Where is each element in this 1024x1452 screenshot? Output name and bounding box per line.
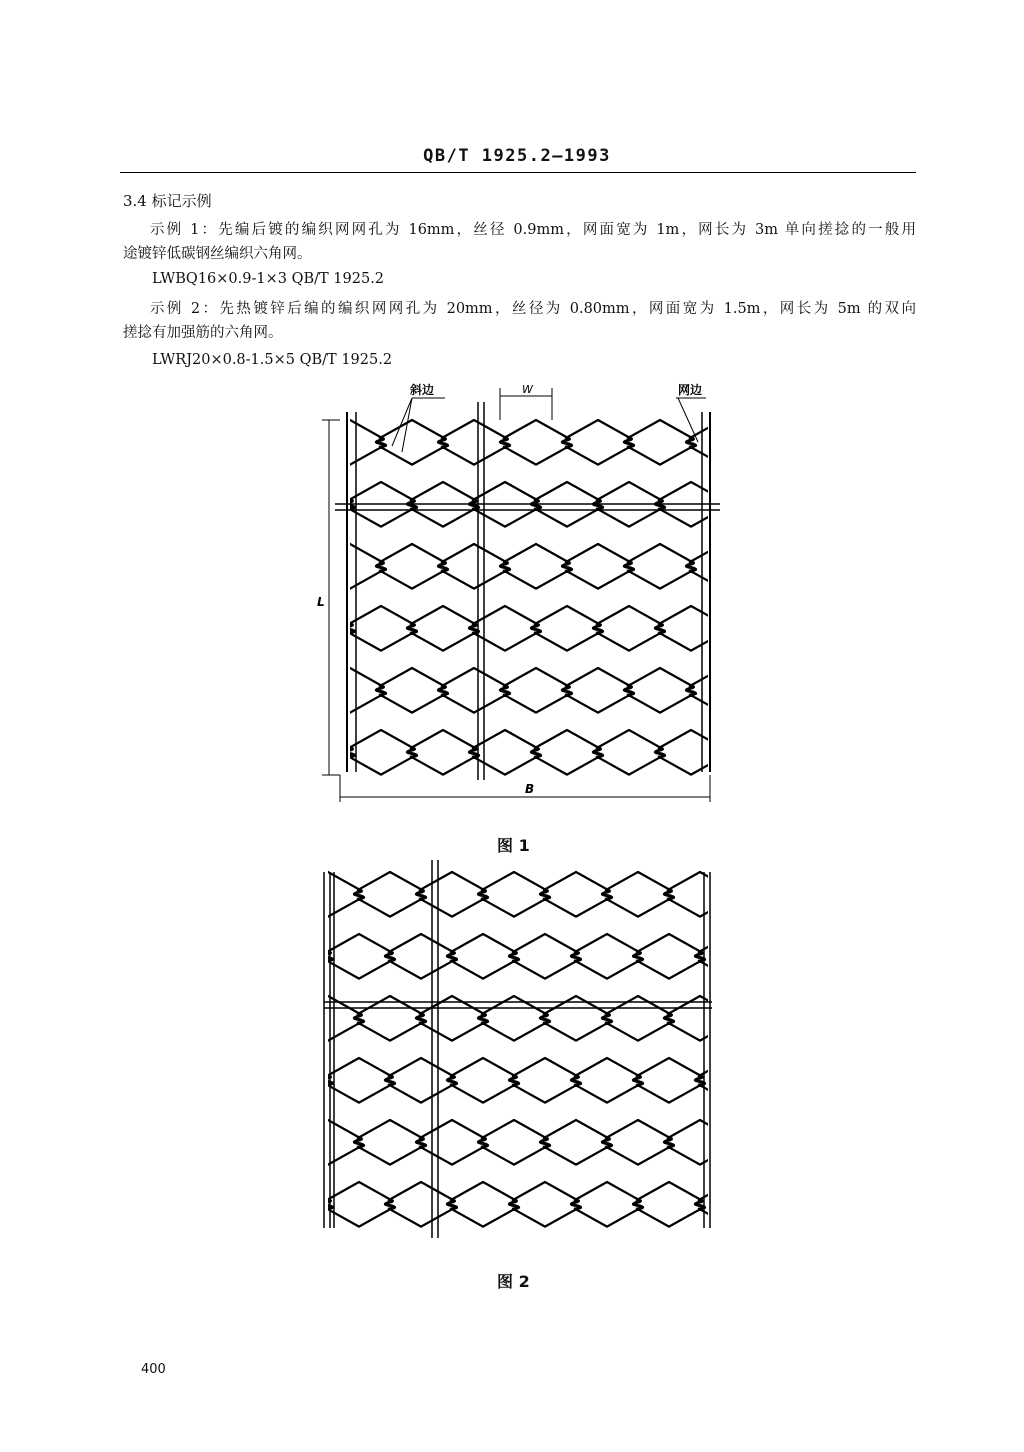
fig1-mesh-edge-label: 网边: [678, 383, 703, 397]
mesh-twist-joint: [416, 889, 425, 899]
mesh-twist-joint: [354, 1013, 363, 1023]
mesh-twist-joint: [633, 1199, 642, 1209]
mesh-twist-joint: [500, 561, 509, 571]
figure2-hexagonal-mesh-diagram: [300, 860, 730, 1260]
mesh-twist-joint: [438, 685, 447, 695]
fig1-bevel-edge-label: 斜边: [410, 383, 435, 397]
mesh-twist-joint: [438, 561, 447, 571]
mesh-twist-joint: [562, 437, 571, 447]
mesh-twist-joint: [385, 1199, 394, 1209]
mesh-twist-joint: [562, 685, 571, 695]
mesh-twist-joint: [602, 1137, 611, 1147]
mesh-twist-joint: [469, 747, 478, 757]
mesh-twist-joint: [655, 623, 664, 633]
mesh-wire-path: [300, 872, 730, 1227]
mesh-twist-joint: [562, 561, 571, 571]
mesh-twist-joint: [664, 1137, 673, 1147]
mesh-twist-joint: [376, 685, 385, 695]
mesh-twist-joint: [509, 1199, 518, 1209]
example1-text-line2: 途镀锌低碳钢丝编织六角网。: [123, 246, 312, 262]
figure1-caption: 图 1: [497, 836, 530, 855]
fig1-width-label: W: [522, 383, 533, 396]
section-heading: 3.4 标记示例: [123, 192, 212, 210]
mesh-twist-joint: [602, 889, 611, 899]
page-number: 400: [141, 1362, 166, 1377]
mesh-twist-joint: [695, 1199, 704, 1209]
mesh-twist-joint: [416, 1137, 425, 1147]
mesh-twist-joint: [407, 747, 416, 757]
mesh-twist-joint: [593, 747, 602, 757]
mesh-twist-joint: [593, 623, 602, 633]
mesh-twist-joint: [323, 1075, 332, 1085]
mesh-twist-joint: [500, 437, 509, 447]
mesh-twist-joint: [633, 951, 642, 961]
mesh-twist-joint: [686, 561, 695, 571]
mesh-twist-joint: [633, 1075, 642, 1085]
mesh-twist-joint: [571, 1075, 580, 1085]
mesh-twist-joint: [664, 1013, 673, 1023]
mesh-twist-joint: [571, 951, 580, 961]
example1-code: LWBQ16×0.9-1×3 QB/T 1925.2: [152, 271, 385, 287]
header-rule: [120, 172, 916, 173]
mesh-twist-joint: [602, 1013, 611, 1023]
mesh-twist-joint: [624, 685, 633, 695]
example2-text-line1: 示例 2：先热镀锌后编的编织网网孔为 20mm，丝径为 0.80mm，网面宽为 1.5m，网长为 5m 的双向: [150, 301, 916, 317]
mesh-twist-joint: [447, 951, 456, 961]
mesh-twist-joint: [624, 561, 633, 571]
mesh-twist-joint: [376, 437, 385, 447]
mesh-twist-joint: [407, 623, 416, 633]
example1-text-line1: 示例 1：先编后镀的编织网网孔为 16mm，丝径 0.9mm，网面宽为 1m，网长为 3m 单向搓捻的一般用: [150, 222, 916, 238]
mesh-twist-joint: [509, 1075, 518, 1085]
mesh-twist-joint: [385, 1075, 394, 1085]
figure2-mesh: [300, 872, 730, 1227]
mesh-twist-joint: [664, 889, 673, 899]
mesh-twist-joint: [531, 623, 540, 633]
standard-number-header: QB/T 1925.2—1993: [423, 146, 611, 166]
mesh-twist-joint: [478, 1013, 487, 1023]
example2-text-line2: 搓捻有加强筋的六角网。: [123, 325, 283, 341]
figure1-mesh: [300, 420, 740, 775]
mesh-twist-joint: [323, 1199, 332, 1209]
mesh-twist-joint: [655, 747, 664, 757]
mesh-twist-joint: [500, 685, 509, 695]
mesh-twist-joint: [354, 1137, 363, 1147]
mesh-twist-joint: [509, 951, 518, 961]
mesh-twist-joint: [695, 1075, 704, 1085]
mesh-twist-joint: [323, 951, 332, 961]
mesh-twist-joint: [447, 1075, 456, 1085]
mesh-twist-joint: [531, 747, 540, 757]
fig1-breadth-label: B: [525, 782, 535, 796]
mesh-wire-path: [300, 420, 740, 775]
mesh-twist-joint: [540, 1013, 549, 1023]
mesh-twist-joint: [416, 1013, 425, 1023]
mesh-twist-joint: [540, 889, 549, 899]
mesh-twist-joint: [438, 437, 447, 447]
fig1-length-label: L: [317, 595, 325, 609]
mesh-twist-joint: [447, 1199, 456, 1209]
mesh-twist-joint: [695, 951, 704, 961]
mesh-twist-joint: [540, 1137, 549, 1147]
mesh-twist-joint: [624, 437, 633, 447]
mesh-twist-joint: [469, 623, 478, 633]
mesh-twist-joint: [376, 561, 385, 571]
mesh-twist-joint: [385, 951, 394, 961]
mesh-twist-joint: [354, 889, 363, 899]
mesh-twist-joint: [571, 1199, 580, 1209]
example2-code: LWRJ20×0.8-1.5×5 QB/T 1925.2: [152, 352, 393, 368]
figure2-caption: 图 2: [497, 1272, 530, 1291]
mesh-twist-joint: [686, 685, 695, 695]
figure1-hexagonal-mesh-diagram: [300, 380, 740, 810]
mesh-twist-joint: [686, 437, 695, 447]
mesh-twist-joint: [478, 889, 487, 899]
mesh-twist-joint: [478, 1137, 487, 1147]
